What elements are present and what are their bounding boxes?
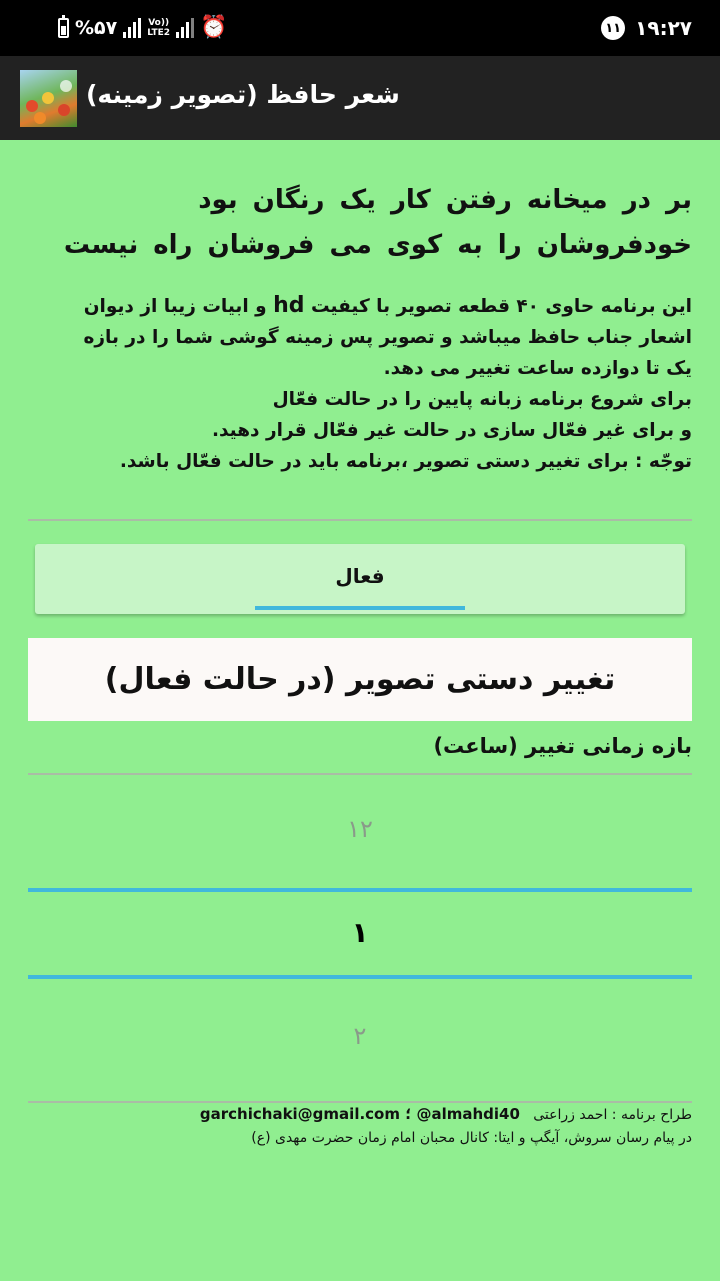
app-description [22,290,692,477]
picker-option-next[interactable]: ۲ [353,1022,367,1050]
status-bar [0,0,720,56]
alarm-icon: ⏰ [200,15,228,40]
footer-credits [12,1103,692,1150]
app-logo-icon [20,70,77,127]
footer-designer-row [12,1103,692,1127]
clock: ۱۹:۲۷ [635,16,692,40]
notification-badge: ۱۱ [601,16,625,40]
picker-option-selected[interactable]: ۱ [351,916,369,949]
picker-top-divider [28,773,692,775]
picker-selection-line-top [28,888,692,892]
toggle-label: فعال [335,564,385,588]
battery-level [61,26,66,35]
status-left [58,14,227,42]
description-line-5: و برای غیر فعّال سازی در حالت غیر فعّال قرار دهید. [211,420,692,441]
battery-percentage: %۵۷ [75,17,118,39]
signal-icon-2 [176,18,194,38]
network-type: Vo)) LTE2 [147,18,171,38]
app-bar [0,56,720,140]
active-toggle[interactable] [35,544,685,614]
app-title: شعر حافظ (تصویر زمینه) [86,80,400,109]
status-right [601,14,692,42]
channel-credit: در پیام رسان سروش، آیگپ و ایتا: کانال محبان امام زمان حضرت مهدی (ع) [251,1130,692,1146]
description-line-4: برای شروع برنامه زبانه پایین را در حالت فعّال [272,389,692,410]
interval-label: بازه زمانی تغییر (ساعت) [433,734,692,758]
designer-credit: طراح برنامه : احمد زراعتی [533,1107,692,1123]
hd-label: hd [273,293,305,318]
description-line-3: یک تا دوازده ساعت تغییر می دهد. [383,358,692,379]
poem-line-2: خودفروشان را به کوی می فروشان راه نیست [63,230,692,260]
description-line-6: توجّه : برای تغییر دستی تصویر ،برنامه باید در حالت فعّال باشد. [119,451,692,472]
manual-change-button[interactable]: تغییر دستی تصویر (در حالت فعال) [28,638,692,721]
contact-info: garchichaki@gmail.com ؛ @almahdi40 [199,1105,520,1123]
poem-line-1: بر در میخانه رفتن کار یک رنگان بود [198,185,692,215]
battery-icon [58,18,69,38]
picker-selection-line-bottom [28,975,692,979]
divider [28,519,692,521]
description-line-2: اشعار جناب حافظ میباشد و تصویر پس زمینه گوشی شما را در بازه [83,327,692,348]
picker-option-previous[interactable]: ۱۲ [347,815,373,843]
signal-icon [123,18,141,38]
toggle-indicator [255,606,465,610]
poem-verse [32,178,692,268]
description-line-1: این برنامه حاوی ۴۰ قطعه تصویر با کیفیت hd و ابیات زیبا از دیوان [83,293,692,318]
